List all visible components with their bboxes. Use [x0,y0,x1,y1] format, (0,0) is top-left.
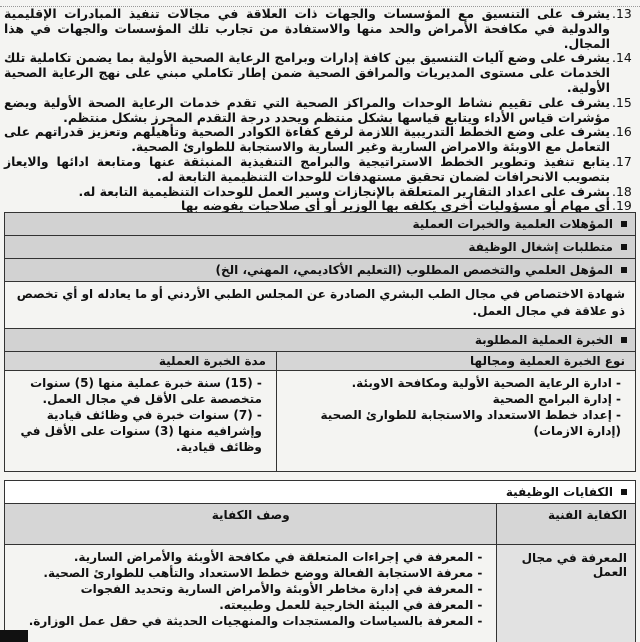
experience-type-header: نوع الخبرة العملية ومجالها [277,352,635,371]
duty-item [4,155,636,185]
competencies-head-row [5,504,635,545]
bullet-square-icon [621,337,627,343]
list-item: - المعرفة في البيئة الخارجية للعمل وطبيعته. [11,597,482,613]
bullet-square-icon [621,489,627,495]
list-item: - ادارة الرعاية الصحية الأولية ومكافحة الاوبئة. [283,375,621,391]
duty-item [4,125,636,155]
knowledge-row [5,545,635,642]
duty-text: يشرف على وضع الخطط التدريبية اللازمة لرفع كفاءة الكوادر الصحية وتأهيلهم وتعزيز قدراتهم على التعامل مع الاوبئة والامراض السارية وغير السارية والاستجابة للطوارئ الصحية. [4,124,610,155]
experience-type-list [277,371,635,471]
requirements-header: متطلبات إشغال الوظيفة [5,236,635,259]
list-item: - (7) سنوات خبرة في وظائف قيادية وإشرافيه منها (3) سنوات على الأقل في وظائف قيادية. [11,407,262,455]
qualifications-header: المؤهلات العلمية والخبرات العملية [5,213,635,236]
knowledge-label: المعرفة في مجال العمل [496,545,635,642]
bullet-square-icon [621,221,627,227]
duty-number: 19. [612,198,632,214]
bullet-square-icon [621,267,627,273]
competency-description-header: وصف الكفاية [5,504,496,544]
list-item: - (15) سنة خبرة عملية منها (5) سنوات متخصصة على الأقل في مجال العمل. [11,375,262,407]
corner-mark [0,630,28,642]
experience-table [5,352,635,471]
duty-text: يشرف على التنسيق مع المؤسسات والجهات ذات العلاقة في مجالات تنفيذ المبادرات الإقليمية والدولية في مكافحة الأمراض والحد منها والاستفادة من تجارب تلك المؤسسات والجهات في هذا المجال. [4,6,610,51]
competencies-header: الكفايات الوظيفية [5,481,635,504]
duty-text: يشرف على وضع آليات التنسيق بين كافة إدارات وبرامج الرعاية الصحية الأولية بما يضمن تكاملية تلك الخدمات على مستوى المديريات والمرافق الصحية ضمن إطار تكاملي مبني على نهج الرعاية الصحية الأولية. [4,50,610,95]
duty-text: يشرف على تقييم نشاط الوحدات والمراكز الصحية التي تقدم خدمات الرعاية الصحة الأولية ويضع مؤشرات قياس الأداء ويتابع قياسها بشكل منتظم ويحدد درجة التقدم المحرز بشكل منتظم. [4,94,610,125]
duty-number: 15. [612,94,632,110]
duty-number: 18. [612,183,632,199]
experience-type-column [276,352,635,471]
duty-text: يشرف على اعداد التقارير المتعلقة بالإنجازات وسير العمل للوحدات التنظيمية التابعة له. [78,183,610,199]
tech-competency-header: الكفاية الفنية [496,504,635,544]
competencies-table [4,480,636,642]
experience-duration-header: مدة الخبرة العملية [5,352,276,371]
duty-number: 16. [612,124,632,140]
list-item: - المعرفة في إدارة مخاطر الأوبئة والأمراض السارية وتحديد الفجوات [11,581,482,597]
duty-item [4,96,636,126]
duty-number: 14. [612,50,632,66]
qualifications-table [4,212,636,472]
list-item: - المعرفة في إجراءات المتعلقة في مكافحة الأوبئة والأمراض السارية. [11,549,482,565]
list-item: - إعداد خطط الاستعداد والاستجابة للطوارئ الصحية (إدارة الازمات) [283,407,621,439]
duty-text: يتابع تنفيذ وتطوير الخطط الاستراتيجية والبرامج التنفيذية المنبثقة عنها ومتابعة ادائها والايعاز بتصويب الانحرافات لضمان تحقيق مستهدفات للوحدات التنظيمية التابعة له. [4,153,610,184]
duties-list [4,7,636,214]
list-item: - المعرفة بالسياسات والمستجدات والمنهجيات الحديثة في حقل عمل الوزارة. [11,613,482,629]
duty-item [4,7,636,51]
education-text: شهادة الاختصاص في مجال الطب البشري الصادرة عن المجلس الطبي الأردني أو ما يعادله او أي تخصص ذو علاقة في مجال العمل. [5,282,635,329]
experience-duration-column [5,352,276,471]
experience-duration-list [5,371,276,471]
duty-number: 13. [612,6,632,21]
bullet-square-icon [621,244,627,250]
duty-number: 17. [612,153,632,169]
list-item: - إدارة البرامج الصحية [283,391,621,407]
experience-header: الخبرة العملية المطلوبة [5,329,635,352]
duty-text: أي مهام أو مسؤوليات أخرى يكلفه بها الوزير أو أي صلاحيات يفوضه بها [180,198,610,214]
knowledge-items [5,545,496,642]
education-header: المؤهل العلمي والتخصص المطلوب (التعليم الأكاديمي، المهني، الخ) [5,259,635,282]
duty-item [4,185,636,200]
duty-item [4,51,636,95]
list-item: - معرفة الاستجابة الفعالة ووضع خطط الاستعداد والتأهب للطوارئ الصحية. [11,565,482,581]
